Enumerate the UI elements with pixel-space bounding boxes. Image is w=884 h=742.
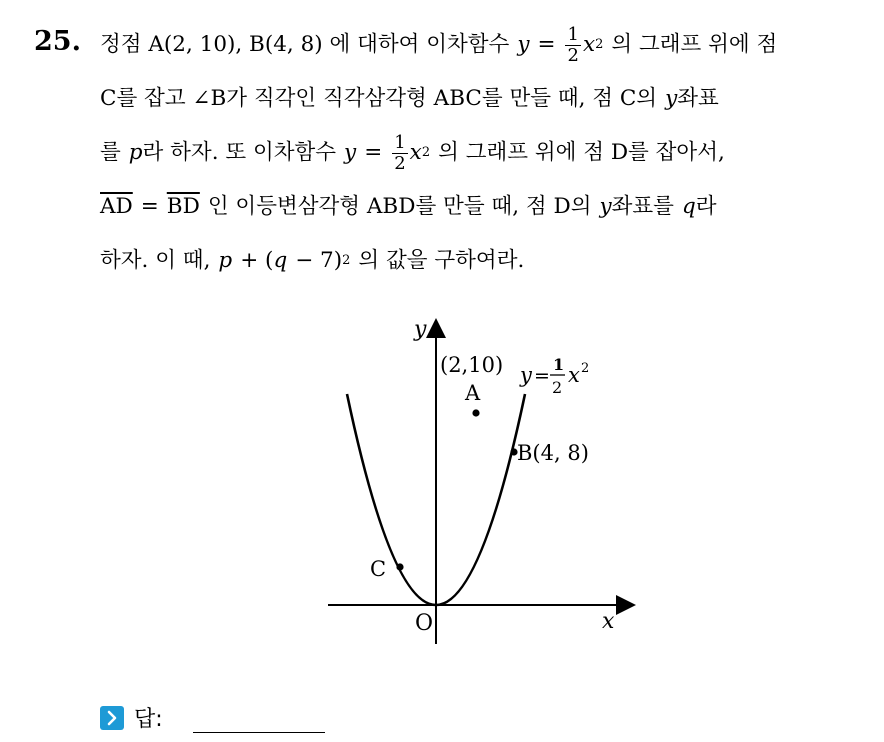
problem-line-5 [100, 234, 870, 288]
fraction-denominator: 2 [567, 44, 579, 66]
text-s1b: 의 그래프 위에 점 [611, 32, 778, 57]
exponent: 2 [421, 145, 431, 160]
curve-label-num: 1 [553, 355, 565, 374]
fraction-numerator: 1 [567, 23, 579, 45]
var-q: q [681, 194, 696, 219]
expr-q: q [273, 248, 288, 273]
answer-area [100, 702, 325, 733]
problem-line-1 [100, 18, 870, 72]
expr-rest: − 7) [295, 248, 343, 273]
fraction-half [392, 133, 407, 174]
var-y: y [344, 140, 357, 165]
curve-label-y: y [520, 363, 532, 387]
answer-label: 답: [134, 707, 163, 732]
point-c-dot [396, 563, 403, 570]
answer-blank[interactable] [193, 702, 325, 733]
curve-label-eq: = [534, 365, 550, 387]
var-x: x [582, 32, 596, 57]
var-y: y [517, 32, 530, 57]
expr-p: p [218, 248, 233, 273]
expr-plus: + ( [240, 248, 274, 273]
question-number: 25. [34, 26, 81, 57]
equals-sign: = [537, 32, 556, 57]
point-a-coord-label: (2,10) [440, 353, 504, 377]
text-s4b: 좌표를 [611, 194, 674, 219]
text-s2b: 좌표 [677, 86, 719, 111]
text-s4a: 인 이등변삼각형 ABD를 만들 때, 점 D의 [207, 194, 592, 219]
equals-sign: = [364, 140, 383, 165]
exponent: 2 [595, 37, 604, 52]
var-y: y [665, 86, 678, 111]
problem-text [100, 18, 870, 288]
equals-sign: = [140, 194, 159, 219]
var-y: y [599, 194, 612, 219]
segment-bd: $\overline{BD}$ [166, 194, 200, 219]
segment-ad: $\overline{AD}$ [100, 194, 133, 219]
curve-label-x: x [568, 363, 580, 387]
fraction-numerator: 1 [394, 131, 406, 153]
fraction-half [565, 25, 580, 66]
curve-equation-label [519, 355, 589, 397]
text-s4c: 라 [695, 194, 717, 219]
var-p: p [128, 140, 143, 165]
problem-line-2 [100, 72, 870, 126]
curve-label-den: 2 [552, 378, 563, 397]
curve-label-sq: 2 [581, 361, 590, 376]
x-axis-label: x [602, 609, 615, 634]
point-b-label: B(4, 8) [517, 441, 589, 465]
text-s3a: 를 [100, 140, 121, 165]
text-s5b: 의 값을 구하여라. [358, 248, 525, 273]
chevron-right-icon [100, 706, 124, 730]
point-a-label: A [465, 381, 481, 405]
text-s2a: C를 잡고 ∠B가 직각인 직각삼각형 ABC를 만들 때, 점 C의 [100, 86, 658, 111]
point-a-dot [472, 409, 479, 416]
origin-label: O [415, 611, 434, 636]
point-c-label: C [370, 557, 387, 581]
text-s1a: 정점 A(2, 10), B(4, 8) 에 대하여 이차함수 [100, 32, 510, 57]
text-s3c: 의 그래프 위에 점 D를 잡아서, [438, 140, 725, 165]
problem-line-3 [100, 126, 870, 180]
var-x: x [409, 140, 422, 165]
problem-line-4 [100, 180, 870, 234]
parabola-figure [320, 310, 640, 650]
exponent: 2 [342, 253, 351, 268]
text-s3b: 라 하자. 또 이차함수 [142, 140, 337, 165]
y-axis-label: y [414, 317, 427, 342]
fraction-denominator: 2 [394, 152, 406, 174]
text-s5a: 하자. 이 때, [100, 248, 211, 273]
